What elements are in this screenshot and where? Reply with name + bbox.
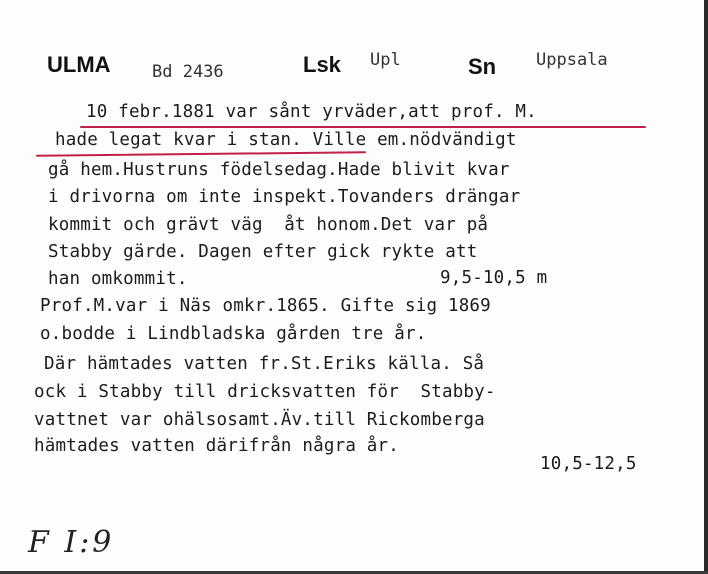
handwritten-code: F I:9 [28,525,115,560]
body-line-1: 10 febr.1881 var sånt yrväder,att prof. M. [86,102,537,122]
bd-number: Bd 2436 [152,62,224,82]
body-line-9: o.bodde i Lindbladska gården tre år. [40,324,427,344]
body-line-3: gå hem.Hustruns födelsedag.Hade blivit kvar [48,160,510,180]
sn-label: Sn [468,54,497,79]
underline-line-1 [80,126,646,128]
card-edge-right [704,0,708,574]
body-line-4: i drivorna om inte inspekt.Tovanders drängar [48,187,521,207]
body-line-12: vattnet var ohälsosamt.Äv.till Rickomberga [34,410,485,430]
body-line-2: hade legat kvar i stan. Ville em.nödvändigt [55,130,517,150]
lsk-value: Upl [370,50,401,70]
body-line-6: Stabby gärde. Dagen efter gick rykte att [48,242,478,262]
body-line-8: Prof.M.var i Näs omkr.1865. Gifte sig 1869 [40,296,491,316]
body-line-10: Där hämtades vatten fr.St.Eriks källa. Så [44,354,485,374]
page-ref-1: 9,5-10,5 m [440,268,548,288]
body-line-5: kommit och grävt väg åt honom.Det var på [48,215,489,235]
body-line-13: hämtades vatten därifrån några år. [34,436,400,456]
lsk-label: Lsk [303,52,341,77]
ulma-label: ULMA [47,52,111,77]
body-line-7: han omkommit. [48,269,188,289]
underline-line-2 [36,151,366,156]
body-line-11: ock i Stabby till dricksvatten för Stabby- [34,382,496,402]
page-ref-2: 10,5-12,5 [540,454,637,474]
sn-value: Uppsala [536,50,608,70]
